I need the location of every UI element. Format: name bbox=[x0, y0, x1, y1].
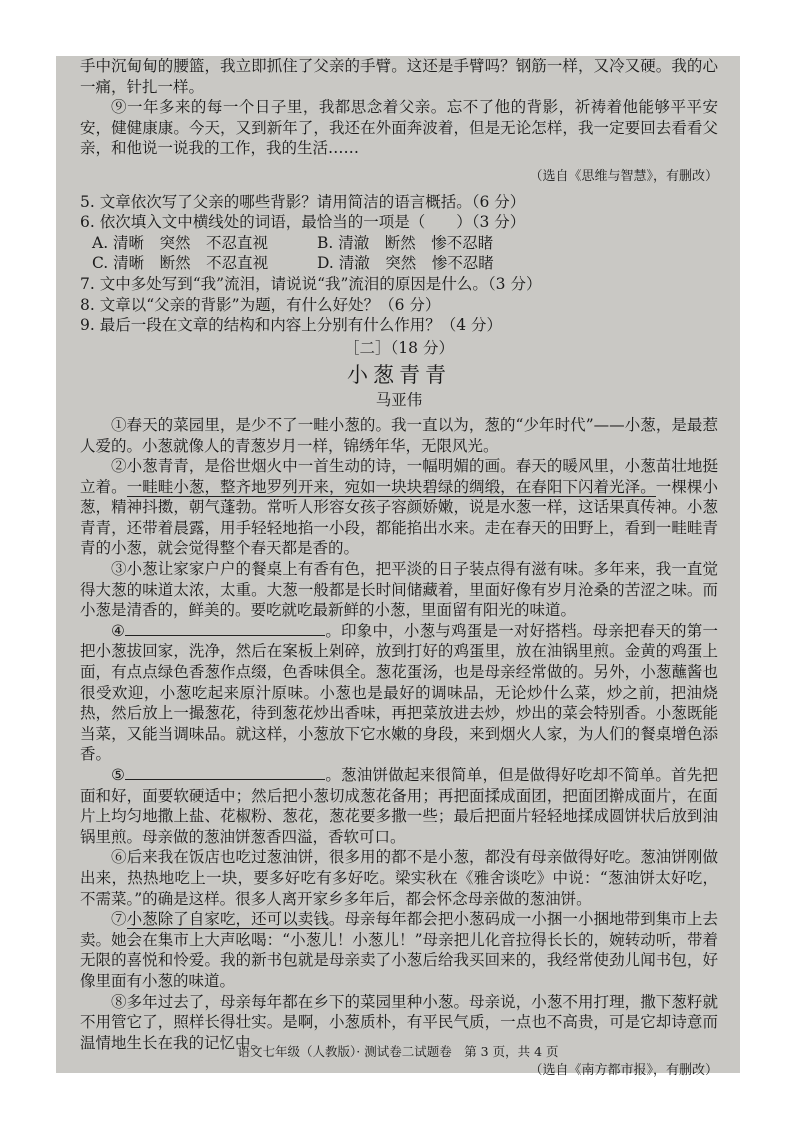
paragraph-7-text: 。母亲每年都会把小葱码成一小捆一小捆地带到集市上去卖。她会在集市上大声吆喝：“小葱儿！小葱儿！”母亲把儿化音拉得长长的，婉转动听，带着无限的喜悦和怜爱。我的新书包就是母亲卖了小葱后给我买回来的，我经常使劲儿闻书包，好像里面有小葱的味道。 bbox=[80, 910, 718, 990]
passage1-source: （选自《思维与智慧》，有删改） bbox=[529, 168, 718, 184]
paragraph-5-text: 。葱油饼做起来很简单，但是做得好吃却不简单。首先把面和好，面要软硬适中；然后把小葱切成葱花备用；再把面揉成面团，把面团擀成面片，在面片上均匀地撒上盐、花椒粉、葱花，葱花要多撒一些；最后把面片轻轻地揉成圆饼状后放到油锅里煎。母亲做的葱油饼葱香四溢，香软可口。 bbox=[80, 766, 718, 846]
paragraph-4 bbox=[80, 621, 718, 765]
paragraph-6: ⑥后来我在饭店也吃过葱油饼，很多用的都不是小葱，都没有母亲做得好吃。葱油饼刚做出来，热热地吃上一块，要多好吃有多好吃。梁实秋在《雅舍谈吃》中说：“葱油饼太好吃，不需菜。”的确是这样。很多人离开家乡多年后，都会怀念母亲做的葱油饼。 bbox=[80, 848, 718, 908]
question-5: 5. 文章依次写了父亲的哪些背影？请用简洁的语言概括。（6 分） bbox=[80, 192, 526, 211]
passage1-paragraph-9: ⑨一年多来的每一个日子里，我都思念着父亲。忘不了他的背影，祈祷着他能够平平安安，健健康康。今天，又到新年了，我还在外面奔波着，但是无论怎样，我一定要回去看看父亲，和他说一说我的工作，我的生活…… bbox=[80, 98, 718, 158]
page-footer: 语文七年级（人教版）· 测试卷二试题卷 第 3 页，共 4 页 bbox=[237, 1044, 559, 1060]
paragraph-2 bbox=[80, 456, 718, 559]
passage-author: 马亚伟 bbox=[375, 391, 423, 410]
underlined-phrase: 小葱除了自家吃，还可以卖钱 bbox=[126, 910, 329, 929]
fill-blank-5[interactable] bbox=[125, 765, 325, 780]
paragraph-8: ⑧多年过去了，母亲每年都在乡下的菜园里种小葱。母亲说，小葱不用打理，撒下葱籽就不用管它了，照样长得壮实。是啊，小葱质朴，有平民气质，一点也不高贵，可是它却诗意而温情地生长在我的记忆中。 bbox=[80, 992, 718, 1052]
section-header: ［二］（18 分） bbox=[344, 338, 454, 357]
paragraph-7-number: ⑦ bbox=[111, 910, 127, 929]
question-8: 8. 文章以“父亲的背影”为题，有什么好处？（6 分） bbox=[80, 295, 441, 314]
paragraph-2-rest: 一棵棵小葱，精神抖擞，朝气蓬勃。常听人形容女孩子容颜娇嫩，说是水葱一样，这话果真传神。小葱青青，还带着晨露，用手轻轻地掐一小段，都能掐出水来。走在春天的田野上，看到一畦畦青青的小葱，就会觉得整个春天都是香的。 bbox=[80, 477, 718, 558]
paragraph-5 bbox=[80, 765, 718, 847]
paragraph-3: ③小葱让家家户户的餐桌上有香有色，把平淡的日子装点得有滋有味。多年来，我一直觉得大葱的味道太浓，太重。大葱一般都是长时间储藏着，里面好像有岁月沧桑的苦涩之味。而小葱是清香的，鲜美的。要吃就吃最新鲜的小葱，里面留有阳光的味道。 bbox=[80, 560, 718, 620]
paragraph-2-start: ②小葱青青，是俗世烟火中一首生动的诗，一幅明媚的画。春天的暖风里，小葱苗壮地挺立着。 bbox=[80, 457, 718, 496]
question-7: 7. 文中多处写到“我”流泪，请说说“我”流泪的原因是什么。（3 分） bbox=[80, 274, 542, 293]
paragraph-5-number: ⑤ bbox=[111, 766, 126, 784]
option-a: A. 清晰 突然 不忍直视 bbox=[92, 233, 269, 252]
option-b: B. 清澈 断然 惨不忍睹 bbox=[317, 233, 494, 252]
question-9: 9. 最后一段在文章的结构和内容上分别有什么作用？（4 分） bbox=[80, 316, 503, 335]
passage1-continuation: 手中沉甸甸的腰篮，我立即抓住了父亲的手臂。这还是手臂吗？钢筋一样，又冷又硬。我的心一痛，针扎一样。 bbox=[80, 57, 718, 96]
paragraph-1: ①春天的菜园里，是少不了一畦小葱的。我一直以为，葱的“少年时代”——小葱，是最惹人爱的。小葱就像人的青葱岁月一样，锦绣年华，无限风光。 bbox=[80, 415, 718, 455]
paragraph-4-text: 。印象中，小葱与鸡蛋是一对好搭档。母亲把春天的第一把小葱拔回家，洗净，然后在案板上剁碎，放到打好的鸡蛋里，放在油锅里煎。金黄的鸡蛋上面，有点点绿色香葱作点缀，色香味俱全。葱花蛋汤，也是母亲经常做的。另外，小葱蘸酱也很受欢迎，小葱吃起来原汁原味。小葱也是最好的调味品，无论炒什么菜，炒之前，把油烧热，然后放上一撮葱花，待到葱花炒出香味，再把菜放进去炒，炒出的菜会特别香。小葱既能当菜，又能当调味品。就这样，小葱放下它水嫩的身段，来到烟火人家，为人们的餐桌增色添香。 bbox=[80, 621, 718, 764]
question-6-options-row-2 bbox=[80, 253, 718, 274]
exam-page bbox=[56, 56, 740, 1079]
question-6: 6. 依次填入文中横线处的词语，最恰当的一项是（ ）（3 分） bbox=[80, 213, 526, 232]
passage2-source: （选自《南方都市报》，有删改） bbox=[529, 1063, 718, 1079]
fill-blank-4[interactable] bbox=[125, 621, 325, 636]
passage-title: 小葱青青 bbox=[347, 363, 451, 388]
paragraph-7 bbox=[80, 909, 718, 991]
option-d: D. 清澈 突然 惨不忍睹 bbox=[317, 254, 494, 273]
underlined-sentence: 一畦畦小葱，整齐地罗列开来，宛如一块块碧绿的绸缎，在春阳下闪着光泽。 bbox=[126, 477, 656, 496]
question-6-options-row-1 bbox=[80, 233, 718, 254]
option-c: C. 清晰 断然 不忍直视 bbox=[92, 254, 269, 273]
paragraph-4-number: ④ bbox=[111, 621, 126, 640]
